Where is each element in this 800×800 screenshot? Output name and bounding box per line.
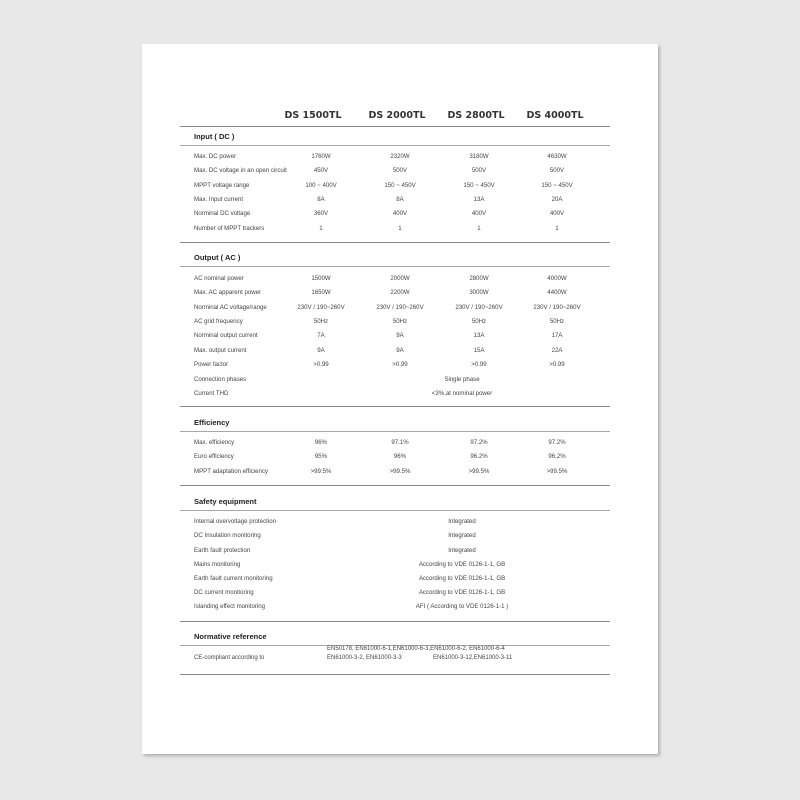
cell: 230V / 190~260V bbox=[376, 304, 424, 311]
cell: 360V bbox=[313, 210, 329, 217]
row-label: MPPT adaptation efficiency bbox=[194, 468, 268, 475]
model-name: DS 4000TL bbox=[526, 110, 584, 121]
cell: 96% bbox=[393, 453, 407, 460]
cell: 97.2% bbox=[548, 439, 566, 446]
cell: 22A bbox=[551, 347, 563, 354]
table-row bbox=[142, 390, 658, 401]
cell: 15A bbox=[473, 347, 485, 354]
row-label: Power factor bbox=[194, 361, 229, 368]
cell-merged: Integrated bbox=[448, 547, 476, 554]
cell: 2320W bbox=[390, 153, 410, 160]
cell: 4400W bbox=[547, 289, 567, 296]
cell: 400V bbox=[392, 210, 408, 217]
normative-standards-line-2b: EN61000-3-12,EN61000-3-11 bbox=[433, 655, 513, 661]
cell: 230V / 190~260V bbox=[455, 304, 503, 311]
table-row bbox=[142, 167, 658, 178]
row-label: Max. DC voltage in an open circuit bbox=[194, 167, 287, 174]
section-title-safety: Safety equipment bbox=[194, 497, 257, 506]
section-title-efficiency: Efficiency bbox=[194, 418, 230, 427]
table-row bbox=[142, 532, 658, 543]
section-title-output: Output ( AC ) bbox=[194, 253, 241, 262]
cell: 9A bbox=[396, 347, 404, 354]
cell: >99.5% bbox=[310, 468, 332, 475]
cell: 3180W bbox=[469, 153, 489, 160]
cell: 150 ~ 450V bbox=[384, 182, 416, 189]
table-row bbox=[142, 453, 658, 464]
cell: 100 ~ 400V bbox=[305, 182, 337, 189]
cell: 150 ~ 450V bbox=[541, 182, 573, 189]
cell: 1650W bbox=[311, 289, 331, 296]
row-label: Earth fault protection bbox=[194, 547, 251, 554]
row-label: MPPT voltage range bbox=[194, 182, 250, 189]
datasheet-page bbox=[142, 44, 658, 754]
row-label: Max. efficiency bbox=[194, 439, 235, 446]
cell: >99.5% bbox=[389, 468, 411, 475]
divider bbox=[180, 406, 610, 407]
model-name: DS 1500TL bbox=[284, 110, 342, 121]
row-label: Norminal AC voltage/range bbox=[194, 304, 267, 311]
cell: 2000W bbox=[390, 275, 410, 282]
cell: 3000W bbox=[469, 289, 489, 296]
cell: 17A bbox=[551, 332, 563, 339]
cell: 50Hz bbox=[392, 318, 408, 325]
cell: 500V bbox=[392, 167, 408, 174]
table-row bbox=[142, 547, 658, 558]
row-label: Max. DC power bbox=[194, 153, 236, 160]
cell: 9A bbox=[317, 347, 325, 354]
table-row bbox=[142, 225, 658, 236]
row-label: Islanding effect monitoring bbox=[194, 603, 266, 610]
cell: 8A bbox=[396, 196, 404, 203]
table-row bbox=[142, 318, 658, 329]
normative-label: CE-compliant according to bbox=[194, 655, 265, 661]
table-row bbox=[142, 347, 658, 358]
divider bbox=[180, 510, 610, 511]
cell-merged: According to VDE 0126-1-1, GB bbox=[418, 575, 506, 582]
section-title-normative: Normative reference bbox=[194, 632, 267, 641]
cell: 1 bbox=[555, 225, 559, 232]
row-label: Max. Input current bbox=[194, 196, 244, 203]
cell: 1 bbox=[398, 225, 402, 232]
model-name: DS 2800TL bbox=[447, 110, 505, 121]
cell: 1500W bbox=[311, 275, 331, 282]
cell: 4630W bbox=[547, 153, 567, 160]
divider bbox=[180, 674, 610, 675]
cell-merged: According to VDE 0126-1-1, GB bbox=[418, 561, 506, 568]
row-label: Max. output current bbox=[194, 347, 247, 354]
cell: 500V bbox=[549, 167, 565, 174]
table-row bbox=[142, 575, 658, 586]
table-row bbox=[142, 589, 658, 600]
row-label: Norminal output current bbox=[194, 332, 258, 339]
cell: 95% bbox=[314, 453, 328, 460]
row-label: AC grid frequency bbox=[194, 318, 243, 325]
section-title-input: Input ( DC ) bbox=[194, 132, 235, 141]
cell: 8A bbox=[317, 196, 325, 203]
cell: 1760W bbox=[311, 153, 331, 160]
cell: 4000W bbox=[547, 275, 567, 282]
normative-standards-line-2a: EN61000-3-2, EN61000-3-3 bbox=[327, 655, 402, 661]
cell-merged: AFI ( According to VDE 0126-1-1 ) bbox=[415, 603, 509, 610]
cell: 2200W bbox=[390, 289, 410, 296]
divider bbox=[180, 621, 610, 622]
cell: 13A bbox=[473, 332, 485, 339]
cell: 2800W bbox=[469, 275, 489, 282]
cell: 96.2% bbox=[470, 453, 488, 460]
row-label: Euro efficiency bbox=[194, 453, 234, 460]
divider bbox=[180, 266, 610, 267]
row-label: Number of MPPT trackers bbox=[194, 225, 265, 232]
model-header bbox=[142, 110, 658, 124]
row-label: Earth fault current monitoring bbox=[194, 575, 273, 582]
cell: 400V bbox=[471, 210, 487, 217]
cell: >0.99 bbox=[549, 361, 565, 368]
cell: 1 bbox=[477, 225, 481, 232]
table-row bbox=[142, 376, 658, 387]
table-row bbox=[142, 332, 658, 343]
table-row bbox=[142, 196, 658, 207]
row-label: Internal overvoltage protection bbox=[194, 518, 276, 525]
cell: >99.5% bbox=[546, 468, 568, 475]
cell: 230V / 190~260V bbox=[533, 304, 581, 311]
cell: 96% bbox=[314, 439, 328, 446]
divider bbox=[180, 242, 610, 243]
cell: >0.99 bbox=[313, 361, 329, 368]
table-row bbox=[142, 561, 658, 572]
divider bbox=[180, 431, 610, 432]
cell-merged: Integrated bbox=[448, 518, 476, 525]
cell: 9A bbox=[396, 332, 404, 339]
divider bbox=[180, 485, 610, 486]
row-label: Norminal DC voltage bbox=[194, 210, 251, 217]
cell: 13A bbox=[473, 196, 485, 203]
row-label: DC current monitoring bbox=[194, 589, 254, 596]
cell: >0.99 bbox=[392, 361, 408, 368]
cell: >99.5% bbox=[468, 468, 490, 475]
row-label: Connection phases bbox=[194, 376, 247, 383]
table-row bbox=[142, 182, 658, 193]
cell: 400V bbox=[549, 210, 565, 217]
cell: 150 ~ 450V bbox=[463, 182, 495, 189]
cell: 96.2% bbox=[548, 453, 566, 460]
table-row bbox=[142, 518, 658, 529]
cell: 97.2% bbox=[470, 439, 488, 446]
cell-merged: Single phase bbox=[444, 376, 480, 383]
cell: 20A bbox=[551, 196, 563, 203]
cell: >0.99 bbox=[471, 361, 487, 368]
table-row bbox=[142, 210, 658, 221]
cell: 450V bbox=[313, 167, 329, 174]
cell: 50Hz bbox=[313, 318, 329, 325]
table-row bbox=[142, 275, 658, 286]
cell-merged: According to VDE 0126-1-1, GB bbox=[418, 589, 506, 596]
divider bbox=[180, 145, 610, 146]
cell-merged: <3%,at nominal power bbox=[431, 390, 493, 397]
table-row bbox=[142, 153, 658, 164]
table-row bbox=[142, 468, 658, 479]
cell: 1 bbox=[319, 225, 323, 232]
cell: 500V bbox=[471, 167, 487, 174]
divider bbox=[180, 126, 610, 127]
row-label: Current THD bbox=[194, 390, 229, 397]
table-row bbox=[142, 439, 658, 450]
cell: 230V / 190~260V bbox=[297, 304, 345, 311]
cell: 50Hz bbox=[549, 318, 565, 325]
row-label: Mains monitoring bbox=[194, 561, 241, 568]
cell: 97.1% bbox=[391, 439, 409, 446]
normative-standards-line-1: EN50178, EN61000-6-1,EN61000-6-3,EN61000-6-2, EN61000-6-4 bbox=[327, 646, 505, 652]
row-label: DC Insulation monitoring bbox=[194, 532, 261, 539]
row-label: AC nominal power bbox=[194, 275, 244, 282]
cell: 50Hz bbox=[471, 318, 487, 325]
row-label: Max. AC apparent power bbox=[194, 289, 262, 296]
model-name: DS 2000TL bbox=[368, 110, 426, 121]
table-row bbox=[142, 289, 658, 300]
cell: 7A bbox=[317, 332, 325, 339]
table-row bbox=[142, 361, 658, 372]
table-row bbox=[142, 603, 658, 614]
table-row bbox=[142, 304, 658, 315]
cell-merged: Integrated bbox=[448, 532, 476, 539]
